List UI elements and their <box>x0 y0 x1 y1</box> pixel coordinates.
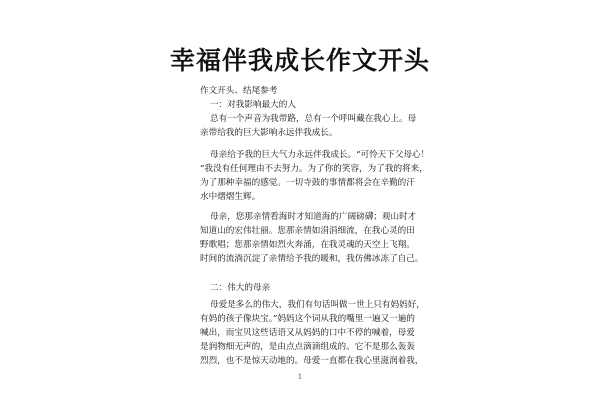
paragraph-line: 有妈的孩子像块宝。”妈妈这个词从我的嘴里一遍又一遍的 <box>200 314 415 324</box>
paragraph-line: 时间的流淌沉淀了亲情给予我的暖和，我仿佛冰冻了自己。 <box>200 254 424 264</box>
paragraph-line: ”我没有任何理由不去努力。为了你的笑容，为了我的将来， <box>200 164 428 174</box>
paragraph-line: 为了那种幸福的感觉。一切寺鼓的事情都将会在辛勤的汗 <box>200 178 415 188</box>
page-number: 1 <box>297 373 303 381</box>
paragraph-line: 水中熠熠生辉。 <box>200 192 261 202</box>
section-heading-2: 二：伟大的母亲 <box>210 283 271 293</box>
paragraph-line: 知道山的宏伟壮丽。您那亲情如涓涓细流，在我心灵的田 <box>200 226 415 236</box>
paragraph-line: 母爱是多么的伟大，我们有句话叫做一世上只有妈妈好， <box>210 300 425 310</box>
document-title: 幸福伴我成长作文开头 <box>169 46 430 75</box>
paragraph-line: 是润物细无声的，是由点点滴滴组成的。它不是那么轰轰 <box>200 342 415 352</box>
paragraph-line: 烈烈，也不是惊天动地的。母爱一直都在我心里滋润着我， <box>200 356 424 366</box>
subtitle-reference: 作文开头、结尾参考 <box>200 86 278 96</box>
paragraph-line: 母亲给予我的巨大气力永远伴我成长。“可怜天下父母心！ <box>210 150 430 160</box>
section-heading-1: 一：对我影响最大的人 <box>210 100 296 110</box>
paragraph-line: 野歌唱；您那亲情如烈火奔涌，在我灵魂的天空上飞翔。 <box>200 240 415 250</box>
paragraph-line: 总有一个声音为我带路，总有一个呼叫藏在我心上。母 <box>210 114 417 124</box>
paragraph-line: 亲带给我的巨大影响永远伴我成长。 <box>200 128 338 138</box>
paragraph-line: 喊出，而宝贝这些话语又从妈妈的口中不停的喊着，母爱 <box>200 328 415 338</box>
paragraph-line: 母亲，您那亲情看海时才知道海的广阔磅礴；观山时才 <box>210 212 417 222</box>
